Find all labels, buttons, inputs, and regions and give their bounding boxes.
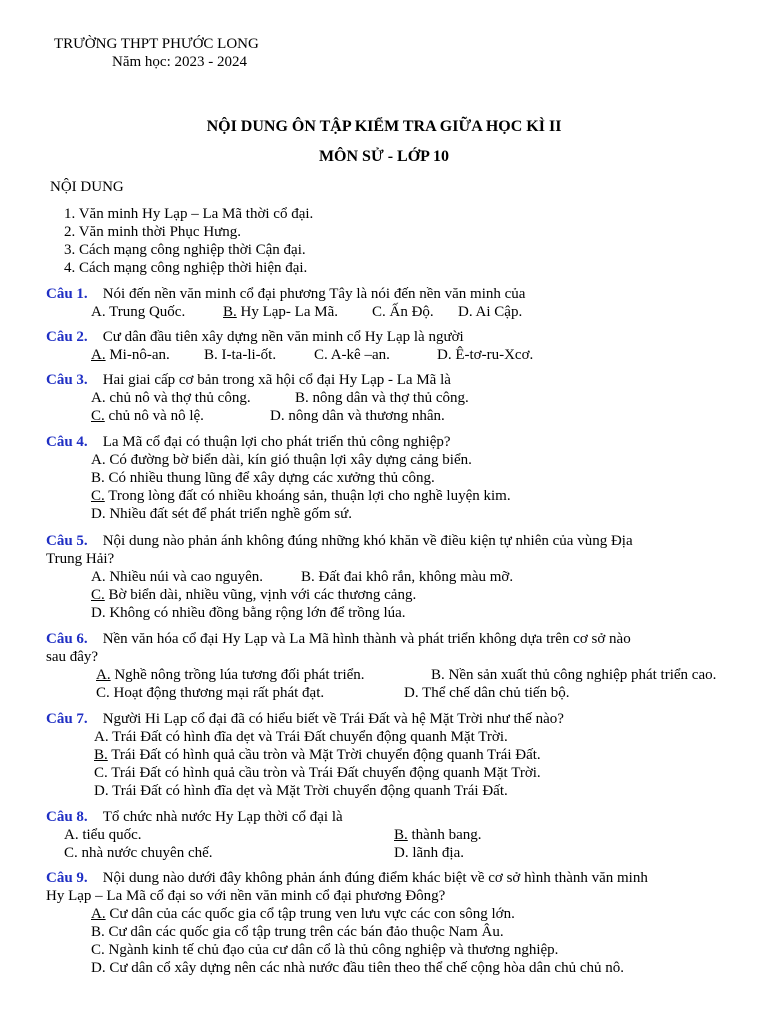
question-label: Câu 8. [46, 809, 88, 825]
option: C. Bờ biển dài, nhiều vũng, vịnh với các thương cảng. [91, 587, 417, 603]
question-label: Câu 5. [46, 533, 88, 549]
option: C. nhà nước chuyên chế. [64, 845, 213, 861]
option: A. Trung Quốc. [91, 304, 186, 320]
question-text: Nội dung nào phản ánh không đúng những khó khăn về điều kiện tự nhiên của vùng Địa [102, 533, 633, 549]
option: D. nông dân và thương nhân. [270, 408, 445, 424]
school-year: Năm học: 2023 - 2024 [112, 54, 247, 70]
option: D. Trái Đất có hình đĩa dẹt và Mặt Trời chuyển động quanh Trái Đất. [94, 783, 508, 799]
option: B. Đất đai khô rắn, không màu mỡ. [301, 569, 514, 585]
option: B. Cư dân các quốc gia cổ tập trung trên các bán đảo thuộc Nam Âu. [91, 924, 504, 940]
question-3 [46, 371, 451, 389]
question-label: Câu 3. [46, 372, 88, 388]
question-label: Câu 9. [46, 870, 88, 886]
document-subtitle: MÔN SỬ - LỚP 10 [318, 148, 450, 165]
option: B. Có nhiều thung lũng để xây dựng các xưởng thủ công. [91, 470, 435, 486]
option: C. Hoạt động thương mại rất phát đạt. [96, 685, 325, 701]
question-9 [46, 869, 648, 887]
question-8 [46, 808, 343, 826]
option: A. Cư dân của các quốc gia cổ tập trung ven lưu vực các con sông lớn. [91, 906, 515, 922]
question-text-cont: Hy Lạp – La Mã cổ đại so với nền văn minh cổ đại phương Đông? [46, 888, 446, 904]
option: B. Trái Đất có hình quả cầu tròn và Mặt Trời chuyển động quanh Trái Đất. [94, 747, 541, 763]
option: C. Ấn Độ. [372, 304, 434, 320]
option: D. Ai Cập. [458, 304, 523, 320]
question-text: Người Hi Lạp cổ đại đã có hiểu biết về Trái Đất và hệ Mặt Trời như thế nào? [102, 711, 564, 727]
option: A. tiểu quốc. [64, 827, 142, 843]
question-6 [46, 630, 631, 648]
question-4 [46, 433, 451, 451]
question-1 [46, 285, 525, 303]
option: D. Cư dân cổ xây dựng nên các nhà nước đầu tiên theo thể chế cộng hòa dân chủ chủ nô. [91, 960, 624, 976]
question-label: Câu 1. [46, 286, 88, 302]
school-name: TRƯỜNG THPT PHƯỚC LONG [54, 36, 259, 52]
topic-item: 3. Cách mạng công nghiệp thời Cận đại. [64, 242, 306, 258]
option: B. Nền sản xuất thủ công nghiệp phát triển cao. [431, 667, 717, 683]
question-label: Câu 2. [46, 329, 88, 345]
topic-item: 1. Văn minh Hy Lạp – La Mã thời cổ đại. [64, 206, 314, 222]
question-2 [46, 328, 464, 346]
option: A. Trái Đất có hình đĩa dẹt và Trái Đất chuyển động quanh Mặt Trời. [94, 729, 508, 745]
question-text: Tổ chức nhà nước Hy Lạp thời cổ đại là [102, 809, 343, 825]
question-text-cont: Trung Hải? [46, 551, 115, 567]
question-label: Câu 7. [46, 711, 88, 727]
option: A. chủ nô và thợ thủ công. [91, 390, 251, 406]
option: C. Ngành kinh tế chủ đạo của cư dân cổ là thủ công nghiệp và thương nghiệp. [91, 942, 559, 958]
option: D. Nhiều đất sét để phát triển nghề gốm sứ. [91, 506, 353, 522]
option: C. Trái Đất có hình quả cầu tròn và Trái Đất chuyển động quanh Mặt Trời. [94, 765, 541, 781]
option: A. Nhiều núi và cao nguyên. [91, 569, 264, 585]
option: D. Thể chế dân chủ tiến bộ. [404, 685, 570, 701]
question-5 [46, 532, 633, 550]
section-heading: NỘI DUNG [50, 179, 124, 195]
option: A. Nghề nông trồng lúa tương đối phát triển. [96, 667, 365, 683]
question-text: Nói đến nền văn minh cổ đại phương Tây là nói đến nền văn minh của [102, 286, 526, 302]
option: C. Trong lòng đất có nhiều khoáng sản, thuận lợi cho nghề luyện kim. [91, 488, 511, 504]
question-text-cont: sau đây? [46, 649, 99, 665]
question-text: La Mã cổ đại có thuận lợi cho phát triển thủ công nghiệp? [102, 434, 451, 450]
question-text: Cư dân đầu tiên xây dựng nền văn minh cổ Hy Lạp là người [102, 329, 464, 345]
option: D. Ê-tơ-ru-Xcơ. [437, 347, 534, 363]
question-7 [46, 710, 564, 728]
option: C. chủ nô và nô lệ. [91, 408, 204, 424]
question-label: Câu 6. [46, 631, 88, 647]
topic-item: 2. Văn minh thời Phục Hưng. [64, 224, 242, 240]
option: A. Mi-nô-an. [91, 347, 170, 363]
document-title: NỘI DUNG ÔN TẬP KIỂM TRA GIỮA HỌC KÌ II [206, 118, 562, 135]
question-text: Nội dung nào dưới đây không phản ánh đúng điểm khác biệt về cơ sở hình thành văn minh [102, 870, 648, 886]
question-label: Câu 4. [46, 434, 88, 450]
option: D. lãnh địa. [394, 845, 464, 861]
option: C. A-kê –an. [314, 347, 390, 363]
option: B. I-ta-li-ốt. [204, 347, 277, 363]
option: B. Hy Lạp- La Mã. [223, 304, 338, 320]
topic-item: 4. Cách mạng công nghiệp thời hiện đại. [64, 260, 308, 276]
option: B. nông dân và thợ thủ công. [295, 390, 469, 406]
option: B. thành bang. [394, 827, 482, 843]
question-text: Hai giai cấp cơ bản trong xã hội cổ đại Hy Lạp - La Mã là [102, 372, 451, 388]
question-text: Nền văn hóa cổ đại Hy Lạp và La Mã hình thành và phát triển không dựa trên cơ sở nào [102, 631, 631, 647]
option: D. Không có nhiều đồng bằng rộng lớn để trồng lúa. [91, 605, 406, 621]
option: A. Có đường bờ biển dài, kín gió thuận lợi xây dựng cảng biển. [91, 452, 472, 468]
